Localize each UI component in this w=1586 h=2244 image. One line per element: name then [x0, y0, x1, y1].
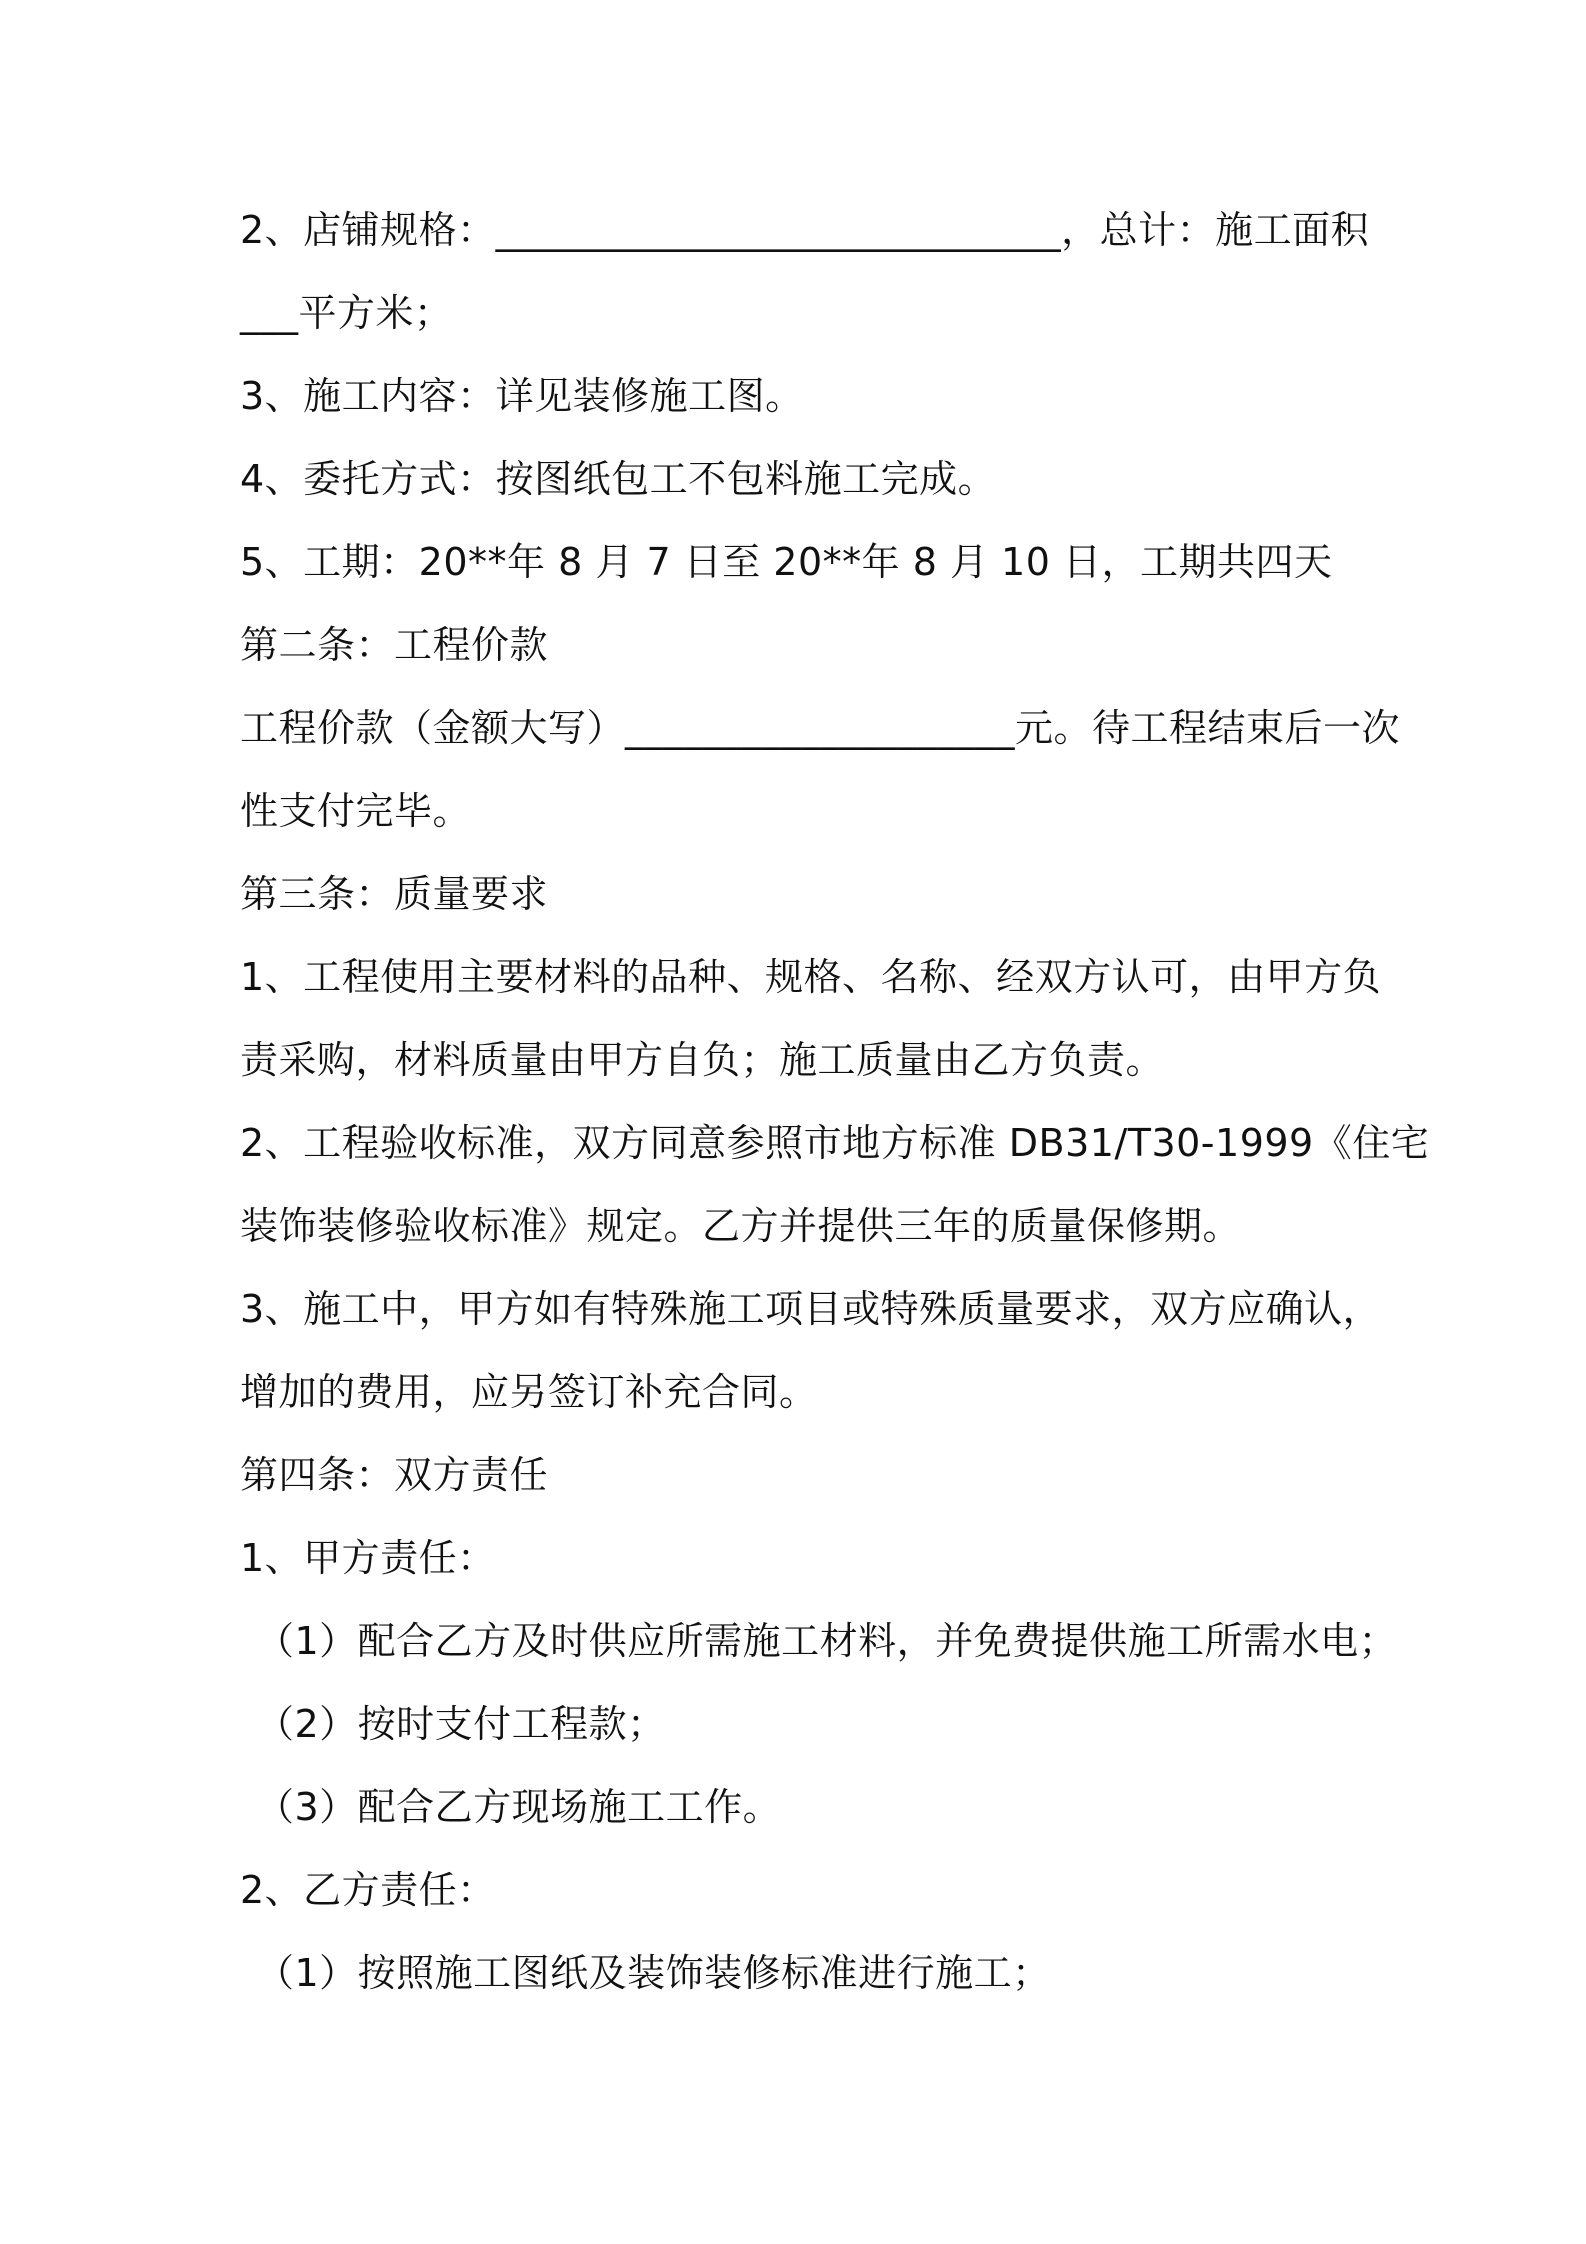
text-line-party-a-item-2: （2）按时支付工程款； — [256, 1702, 666, 1746]
text-line-special-requirements: 3、施工中，甲方如有特殊施工项目或特殊质量要求，双方应确认， — [240, 1287, 1382, 1331]
text-line-party-b: 2、乙方责任： — [240, 1868, 496, 1912]
text-line-party-b-item-1: （1）按照施工图纸及装饰装修标准进行施工； — [256, 1951, 1051, 1995]
text-line-construction-content: 3、施工内容：详见装修施工图。 — [240, 374, 804, 418]
section-heading-responsibilities: 第四条：双方责任 — [240, 1453, 549, 1497]
text-line-price-amount: 工程价款（金额大写）____________________元。待工程结束后一次 — [240, 706, 1401, 750]
text-line-party-a-item-1: （1）配合乙方及时供应所需施工材料，并免费提供施工所需水电； — [256, 1619, 1398, 1663]
text-line-acceptance-standard: 2、工程验收标准，双方同意参照市地方标准 DB31/T30-1999《住宅 — [240, 1121, 1430, 1165]
text-line-area: ___平方米； — [240, 291, 453, 335]
text-line-materials: 1、工程使用主要材料的品种、规格、名称、经双方认可，由甲方负 — [240, 955, 1382, 999]
text-line-commission-method: 4、委托方式：按图纸包工不包料施工完成。 — [240, 457, 997, 501]
text-line-materials-cont: 责采购，材料质量由甲方自负；施工质量由乙方负责。 — [240, 1038, 1165, 1082]
text-line-party-a: 1、甲方责任： — [240, 1536, 496, 1580]
text-line-shop-spec: 2、店铺规格：_____________________________，总计：施工面积 — [240, 208, 1370, 252]
text-line-payment: 性支付完毕。 — [240, 789, 472, 833]
section-heading-price: 第二条：工程价款 — [240, 623, 549, 667]
text-line-acceptance-cont: 装饰装修验收标准》规定。乙方并提供三年的质量保修期。 — [240, 1204, 1242, 1248]
text-line-supplement: 增加的费用，应另签订补充合同。 — [240, 1370, 818, 1414]
text-line-party-a-item-3: （3）配合乙方现场施工工作。 — [256, 1785, 782, 1829]
text-line-duration: 5、工期：20**年 8 月 7 日至 20**年 8 月 10 日，工期共四天 — [240, 540, 1333, 584]
section-heading-quality: 第三条：质量要求 — [240, 872, 549, 916]
